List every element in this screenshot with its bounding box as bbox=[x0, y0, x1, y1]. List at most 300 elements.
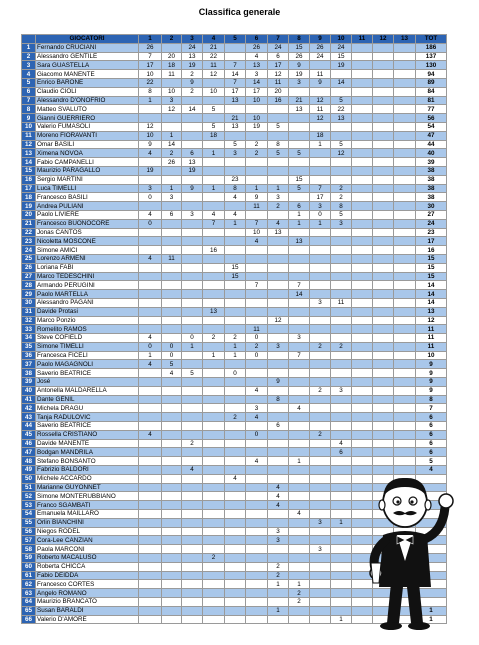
score-cell bbox=[139, 615, 162, 624]
score-cell: 1 bbox=[139, 351, 162, 360]
score-cell bbox=[246, 360, 268, 369]
score-cell: 1 bbox=[139, 96, 162, 105]
score-cell bbox=[310, 466, 331, 475]
table-row bbox=[22, 149, 447, 158]
score-cell bbox=[373, 369, 394, 378]
score-cell bbox=[352, 316, 373, 325]
score-cell bbox=[331, 290, 352, 299]
score-cell bbox=[162, 237, 182, 246]
score-cell bbox=[225, 422, 246, 431]
player-name-cell: Marco TEDESCHINI bbox=[36, 272, 139, 281]
score-cell bbox=[331, 316, 352, 325]
score-cell: 2 bbox=[331, 193, 352, 202]
score-cell: 4 bbox=[139, 430, 162, 439]
score-cell bbox=[394, 290, 416, 299]
score-cell bbox=[203, 325, 225, 334]
table-row bbox=[22, 193, 447, 202]
rank-cell: 51 bbox=[22, 483, 36, 492]
score-cell: 2 bbox=[225, 413, 246, 422]
score-cell bbox=[162, 290, 182, 299]
score-cell: 1 bbox=[268, 184, 289, 193]
score-cell bbox=[203, 404, 225, 413]
total-cell: 38 bbox=[416, 184, 447, 193]
player-name-cell: Tanja RADULOVIC bbox=[36, 413, 139, 422]
score-cell bbox=[289, 474, 310, 483]
score-cell bbox=[182, 237, 203, 246]
score-cell: 24 bbox=[331, 43, 352, 52]
score-cell: 5 bbox=[203, 105, 225, 114]
score-cell bbox=[373, 351, 394, 360]
score-cell bbox=[394, 96, 416, 105]
score-cell bbox=[289, 307, 310, 316]
score-cell: 20 bbox=[162, 52, 182, 61]
score-cell bbox=[310, 281, 331, 290]
score-cell: 6 bbox=[162, 210, 182, 219]
player-name-cell: Paolo LIVIERE bbox=[36, 210, 139, 219]
score-cell bbox=[331, 272, 352, 281]
table-row bbox=[22, 290, 447, 299]
score-cell bbox=[331, 237, 352, 246]
rank-cell: 30 bbox=[22, 298, 36, 307]
total-cell: 137 bbox=[416, 52, 447, 61]
rank-cell: 12 bbox=[22, 140, 36, 149]
rank-cell: 4 bbox=[22, 70, 36, 79]
score-cell bbox=[162, 466, 182, 475]
score-cell: 5 bbox=[331, 96, 352, 105]
score-cell bbox=[225, 448, 246, 457]
score-cell: 7 bbox=[246, 219, 268, 228]
score-cell bbox=[289, 483, 310, 492]
score-cell bbox=[394, 237, 416, 246]
table-row bbox=[22, 413, 447, 422]
score-cell bbox=[182, 483, 203, 492]
score-cell bbox=[310, 263, 331, 272]
score-cell bbox=[139, 158, 162, 167]
player-name-cell: Davide MANENTE bbox=[36, 439, 139, 448]
score-cell: 11 bbox=[246, 325, 268, 334]
player-name-cell: Maurizio BRANCATO bbox=[36, 598, 139, 607]
score-cell bbox=[289, 545, 310, 554]
score-cell: 1 bbox=[310, 219, 331, 228]
score-cell bbox=[331, 378, 352, 387]
score-cell bbox=[268, 404, 289, 413]
score-cell bbox=[182, 378, 203, 387]
score-cell: 3 bbox=[331, 386, 352, 395]
table-row bbox=[22, 210, 447, 219]
score-cell: 2 bbox=[182, 439, 203, 448]
score-cell bbox=[310, 87, 331, 96]
rank-cell: 16 bbox=[22, 175, 36, 184]
score-cell: 4 bbox=[289, 510, 310, 519]
table-row bbox=[22, 298, 447, 307]
score-cell bbox=[352, 448, 373, 457]
score-cell: 12 bbox=[310, 114, 331, 123]
table-row bbox=[22, 219, 447, 228]
score-cell bbox=[310, 580, 331, 589]
score-cell: 0 bbox=[246, 351, 268, 360]
rank-cell: 25 bbox=[22, 254, 36, 263]
score-cell bbox=[162, 378, 182, 387]
score-cell bbox=[139, 114, 162, 123]
table-row bbox=[22, 351, 447, 360]
score-cell bbox=[394, 105, 416, 114]
score-cell bbox=[310, 606, 331, 615]
score-cell bbox=[182, 193, 203, 202]
total-cell: 38 bbox=[416, 193, 447, 202]
score-cell bbox=[352, 96, 373, 105]
score-cell: 19 bbox=[139, 166, 162, 175]
score-cell bbox=[289, 554, 310, 563]
score-cell: 2 bbox=[246, 342, 268, 351]
score-cell: 12 bbox=[162, 105, 182, 114]
score-cell bbox=[310, 175, 331, 184]
score-cell bbox=[203, 580, 225, 589]
score-cell bbox=[182, 219, 203, 228]
rank-cell: 27 bbox=[22, 272, 36, 281]
score-cell: 6 bbox=[289, 202, 310, 211]
score-cell: 12 bbox=[268, 316, 289, 325]
score-cell: 9 bbox=[246, 193, 268, 202]
player-name-cell: Nicoletta MOSCONE bbox=[36, 237, 139, 246]
score-cell bbox=[203, 254, 225, 263]
score-cell bbox=[268, 615, 289, 624]
score-cell bbox=[331, 307, 352, 316]
table-row bbox=[22, 263, 447, 272]
score-cell bbox=[289, 140, 310, 149]
score-cell: 0 bbox=[310, 210, 331, 219]
score-cell bbox=[268, 413, 289, 422]
player-name-cell: Roberta CHICCA bbox=[36, 562, 139, 571]
score-cell bbox=[225, 325, 246, 334]
player-name-cell: Luca TIMELLI bbox=[36, 184, 139, 193]
rank-cell: 56 bbox=[22, 527, 36, 536]
score-cell bbox=[310, 228, 331, 237]
score-cell bbox=[331, 166, 352, 175]
score-cell bbox=[246, 290, 268, 299]
score-cell bbox=[246, 554, 268, 563]
score-cell bbox=[310, 395, 331, 404]
score-cell bbox=[310, 554, 331, 563]
score-cell: 4 bbox=[139, 254, 162, 263]
total-cell: 44 bbox=[416, 140, 447, 149]
table-row bbox=[22, 175, 447, 184]
rank-cell: 64 bbox=[22, 598, 36, 607]
score-cell: 9 bbox=[289, 61, 310, 70]
score-cell: 11 bbox=[310, 105, 331, 114]
score-cell bbox=[225, 254, 246, 263]
score-cell bbox=[225, 131, 246, 140]
player-name-cell: Angelo ROMANO bbox=[36, 589, 139, 598]
score-cell bbox=[182, 290, 203, 299]
score-cell: 4 bbox=[246, 237, 268, 246]
table-row bbox=[22, 114, 447, 123]
score-cell bbox=[162, 562, 182, 571]
score-cell: 2 bbox=[331, 184, 352, 193]
total-cell: 5 bbox=[416, 457, 447, 466]
score-cell bbox=[310, 351, 331, 360]
score-cell bbox=[246, 606, 268, 615]
player-name-cell: Ximena NOVOA bbox=[36, 149, 139, 158]
score-cell bbox=[310, 166, 331, 175]
score-cell bbox=[394, 219, 416, 228]
score-cell bbox=[394, 298, 416, 307]
table-row bbox=[22, 369, 447, 378]
score-cell: 4 bbox=[139, 360, 162, 369]
table-row bbox=[22, 228, 447, 237]
score-cell: 3 bbox=[225, 149, 246, 158]
score-cell: 24 bbox=[268, 43, 289, 52]
score-cell bbox=[203, 598, 225, 607]
score-cell: 5 bbox=[203, 122, 225, 131]
score-cell: 26 bbox=[246, 43, 268, 52]
total-cell: 186 bbox=[416, 43, 447, 52]
score-cell: 3 bbox=[310, 298, 331, 307]
score-cell: 13 bbox=[203, 307, 225, 316]
header-rank bbox=[22, 35, 36, 44]
score-cell bbox=[352, 404, 373, 413]
score-cell: 4 bbox=[268, 483, 289, 492]
score-cell: 13 bbox=[225, 96, 246, 105]
score-cell bbox=[289, 316, 310, 325]
score-cell bbox=[203, 483, 225, 492]
score-cell bbox=[352, 263, 373, 272]
score-cell bbox=[394, 404, 416, 413]
score-cell bbox=[352, 202, 373, 211]
score-cell bbox=[394, 386, 416, 395]
rank-cell: 13 bbox=[22, 149, 36, 158]
score-cell bbox=[203, 474, 225, 483]
score-cell bbox=[203, 237, 225, 246]
rank-cell: 43 bbox=[22, 413, 36, 422]
score-cell bbox=[162, 457, 182, 466]
score-cell bbox=[331, 175, 352, 184]
score-cell bbox=[139, 492, 162, 501]
score-cell bbox=[289, 615, 310, 624]
score-cell bbox=[162, 554, 182, 563]
score-cell bbox=[182, 571, 203, 580]
score-cell: 1 bbox=[182, 342, 203, 351]
score-cell bbox=[289, 606, 310, 615]
rank-cell: 20 bbox=[22, 210, 36, 219]
score-cell bbox=[310, 325, 331, 334]
score-cell: 14 bbox=[182, 105, 203, 114]
rank-cell: 47 bbox=[22, 448, 36, 457]
score-cell bbox=[225, 554, 246, 563]
score-cell bbox=[162, 430, 182, 439]
score-cell bbox=[203, 457, 225, 466]
score-cell bbox=[373, 105, 394, 114]
rank-cell: 38 bbox=[22, 369, 36, 378]
score-cell bbox=[162, 386, 182, 395]
score-cell bbox=[310, 404, 331, 413]
score-cell bbox=[268, 237, 289, 246]
score-cell: 15 bbox=[289, 43, 310, 52]
score-cell: 26 bbox=[139, 43, 162, 52]
player-name-cell: Moreno FIORAVANTI bbox=[36, 131, 139, 140]
score-cell: 0 bbox=[139, 219, 162, 228]
score-cell bbox=[246, 263, 268, 272]
score-cell bbox=[268, 474, 289, 483]
total-cell: 9 bbox=[416, 378, 447, 387]
score-cell bbox=[162, 395, 182, 404]
score-cell: 11 bbox=[162, 254, 182, 263]
score-cell: 21 bbox=[225, 114, 246, 123]
score-cell bbox=[203, 96, 225, 105]
total-cell: 9 bbox=[416, 386, 447, 395]
score-cell bbox=[394, 61, 416, 70]
player-name-cell: Marianne GUYONNET bbox=[36, 483, 139, 492]
score-cell: 24 bbox=[182, 43, 203, 52]
score-cell: 22 bbox=[331, 105, 352, 114]
score-cell bbox=[203, 281, 225, 290]
score-cell bbox=[352, 87, 373, 96]
rank-cell: 37 bbox=[22, 360, 36, 369]
player-name-cell: Stefano BONSANTO bbox=[36, 457, 139, 466]
score-cell bbox=[310, 492, 331, 501]
score-cell bbox=[373, 122, 394, 131]
score-cell bbox=[246, 474, 268, 483]
score-cell bbox=[246, 571, 268, 580]
table-row bbox=[22, 404, 447, 413]
score-cell: 3 bbox=[246, 404, 268, 413]
score-cell bbox=[352, 61, 373, 70]
score-cell: 4 bbox=[225, 210, 246, 219]
table-row bbox=[22, 325, 447, 334]
score-cell bbox=[331, 404, 352, 413]
score-cell: 10 bbox=[246, 114, 268, 123]
score-cell bbox=[352, 430, 373, 439]
score-cell: 15 bbox=[331, 52, 352, 61]
table-row bbox=[22, 122, 447, 131]
score-cell bbox=[310, 562, 331, 571]
score-cell bbox=[352, 413, 373, 422]
score-cell bbox=[203, 369, 225, 378]
rank-cell: 28 bbox=[22, 281, 36, 290]
score-cell bbox=[331, 369, 352, 378]
score-cell bbox=[289, 430, 310, 439]
score-cell bbox=[203, 140, 225, 149]
rank-cell: 55 bbox=[22, 518, 36, 527]
score-cell: 7 bbox=[225, 61, 246, 70]
score-cell bbox=[373, 342, 394, 351]
score-cell: 9 bbox=[139, 140, 162, 149]
header-total: TOT bbox=[416, 35, 447, 44]
score-cell: 11 bbox=[268, 78, 289, 87]
score-cell bbox=[225, 360, 246, 369]
score-cell bbox=[310, 448, 331, 457]
score-cell bbox=[246, 378, 268, 387]
score-cell bbox=[203, 386, 225, 395]
player-name-cell: Marco Ponzio bbox=[36, 316, 139, 325]
score-cell: 14 bbox=[162, 140, 182, 149]
score-cell bbox=[394, 316, 416, 325]
score-cell bbox=[225, 527, 246, 536]
score-cell bbox=[310, 307, 331, 316]
score-cell bbox=[139, 246, 162, 255]
score-cell bbox=[139, 448, 162, 457]
score-cell bbox=[182, 395, 203, 404]
rank-cell: 62 bbox=[22, 580, 36, 589]
score-cell: 7 bbox=[225, 78, 246, 87]
score-cell: 3 bbox=[139, 184, 162, 193]
score-cell bbox=[225, 606, 246, 615]
score-cell: 26 bbox=[289, 52, 310, 61]
score-cell: 4 bbox=[203, 210, 225, 219]
score-cell: 0 bbox=[182, 334, 203, 343]
score-cell bbox=[373, 114, 394, 123]
score-cell: 2 bbox=[246, 149, 268, 158]
score-cell bbox=[182, 228, 203, 237]
score-cell: 4 bbox=[225, 193, 246, 202]
score-cell bbox=[139, 369, 162, 378]
rank-cell: 58 bbox=[22, 545, 36, 554]
rank-cell: 5 bbox=[22, 78, 36, 87]
score-cell: 4 bbox=[225, 474, 246, 483]
score-cell bbox=[162, 448, 182, 457]
score-cell bbox=[331, 430, 352, 439]
rank-cell: 17 bbox=[22, 184, 36, 193]
score-cell bbox=[310, 61, 331, 70]
score-cell bbox=[162, 281, 182, 290]
score-cell: 1 bbox=[203, 184, 225, 193]
score-cell bbox=[289, 527, 310, 536]
score-cell bbox=[268, 457, 289, 466]
score-cell bbox=[352, 290, 373, 299]
score-cell: 2 bbox=[162, 149, 182, 158]
score-cell bbox=[246, 483, 268, 492]
player-name-cell: Roberto MACALUSO bbox=[36, 554, 139, 563]
score-cell: 18 bbox=[310, 131, 331, 140]
score-cell bbox=[225, 562, 246, 571]
score-cell bbox=[289, 263, 310, 272]
player-name-cell: Valerio FUMASOLI bbox=[36, 122, 139, 131]
total-cell: 13 bbox=[416, 307, 447, 316]
score-cell bbox=[373, 439, 394, 448]
score-cell bbox=[139, 457, 162, 466]
score-cell bbox=[225, 580, 246, 589]
score-cell bbox=[394, 202, 416, 211]
score-cell: 2 bbox=[246, 140, 268, 149]
score-cell bbox=[268, 430, 289, 439]
table-row bbox=[22, 448, 447, 457]
rank-cell: 29 bbox=[22, 290, 36, 299]
score-cell: 7 bbox=[310, 184, 331, 193]
score-cell bbox=[394, 439, 416, 448]
score-cell bbox=[394, 254, 416, 263]
score-cell bbox=[373, 386, 394, 395]
table-row bbox=[22, 78, 447, 87]
score-cell bbox=[162, 492, 182, 501]
total-cell: 6 bbox=[416, 413, 447, 422]
score-cell bbox=[289, 228, 310, 237]
score-cell: 21 bbox=[289, 96, 310, 105]
score-cell bbox=[289, 395, 310, 404]
score-cell bbox=[162, 78, 182, 87]
score-cell bbox=[162, 501, 182, 510]
score-cell bbox=[310, 122, 331, 131]
score-cell bbox=[203, 545, 225, 554]
player-name-cell: Paola MARCONI bbox=[36, 545, 139, 554]
score-cell bbox=[394, 210, 416, 219]
score-cell bbox=[246, 545, 268, 554]
score-cell bbox=[310, 422, 331, 431]
total-cell: 17 bbox=[416, 237, 447, 246]
score-cell bbox=[139, 536, 162, 545]
score-cell bbox=[225, 105, 246, 114]
score-cell: 3 bbox=[310, 545, 331, 554]
header-round-6: 6 bbox=[246, 35, 268, 44]
score-cell bbox=[352, 210, 373, 219]
